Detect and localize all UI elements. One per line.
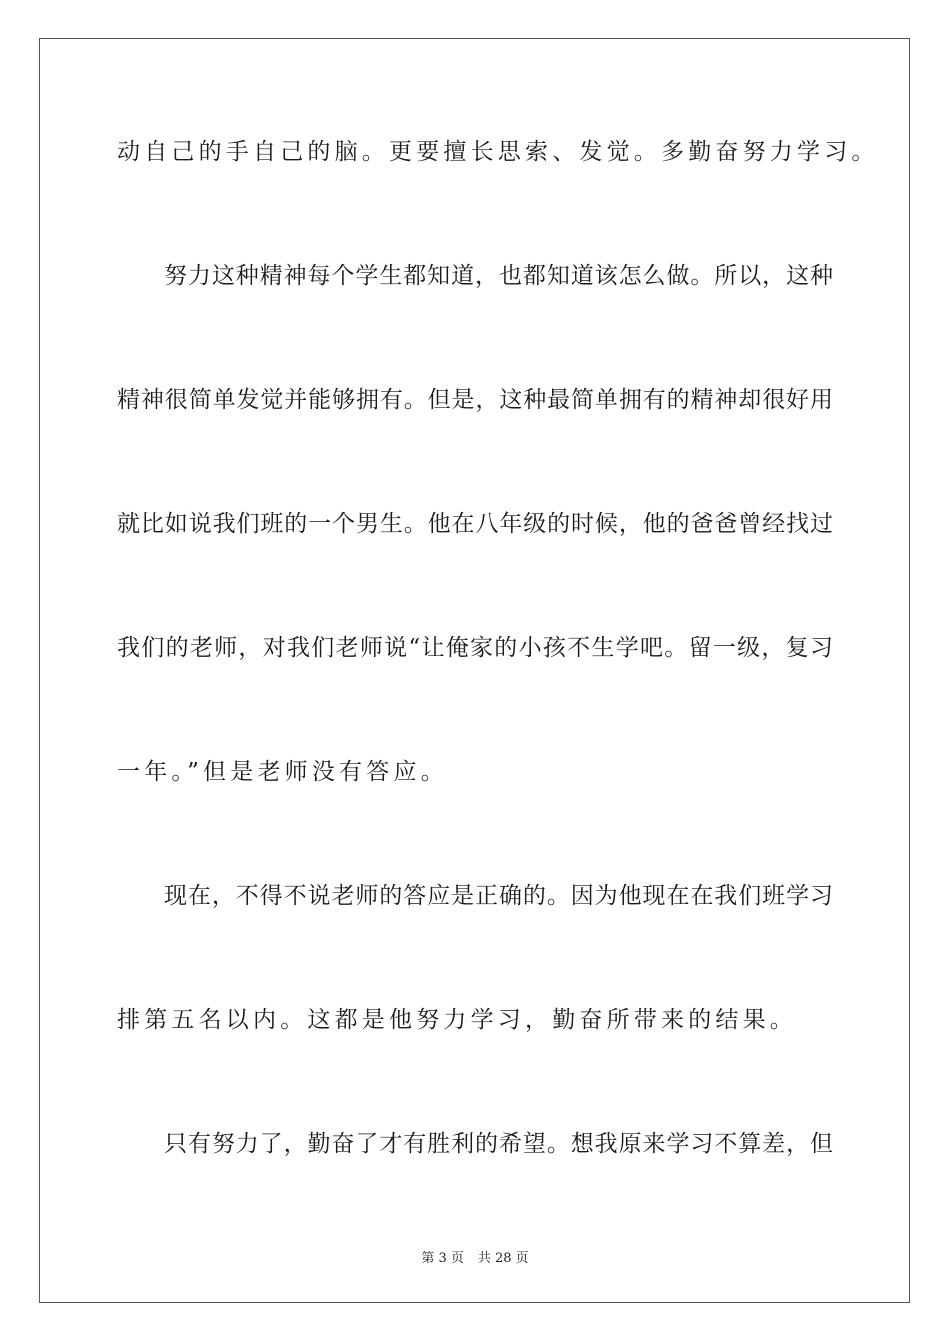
page-footer — [0, 1247, 950, 1266]
text-line: 动自己的手自己的脑。更要擅长思索、发觉。多勤奋努力学习。 — [117, 139, 879, 165]
text-line: 精神很简单发觉并能够拥有。但是，这种最简单拥有的精神却很好用 — [117, 387, 833, 413]
text-line: 一年。”但是老师没有答应。 — [117, 759, 448, 785]
text-line: 努力这种精神每个学生都知道，也都知道该怎么做。所以，这种 — [164, 263, 833, 289]
text-line: 就比如说我们班的一个男生。他在八年级的时候，他的爸爸曾经找过 — [117, 511, 833, 537]
text-line: 我们的老师，对我们老师说“让俺家的小孩不生学吧。留一级，复习 — [117, 635, 833, 661]
page-number: 第 3 页 — [421, 1251, 464, 1266]
page-total: 共 28 页 — [477, 1251, 529, 1266]
page-border — [39, 38, 910, 1303]
text-line: 现在，不得不说老师的答应是正确的。因为他现在在我们班学习 — [164, 883, 833, 909]
text-line: 只有努力了，勤奋了才有胜利的希望。想我原来学习不算差，但 — [164, 1131, 833, 1157]
text-line: 排第五名以内。这都是他努力学习，勤奋所带来的结果。 — [117, 1007, 797, 1033]
